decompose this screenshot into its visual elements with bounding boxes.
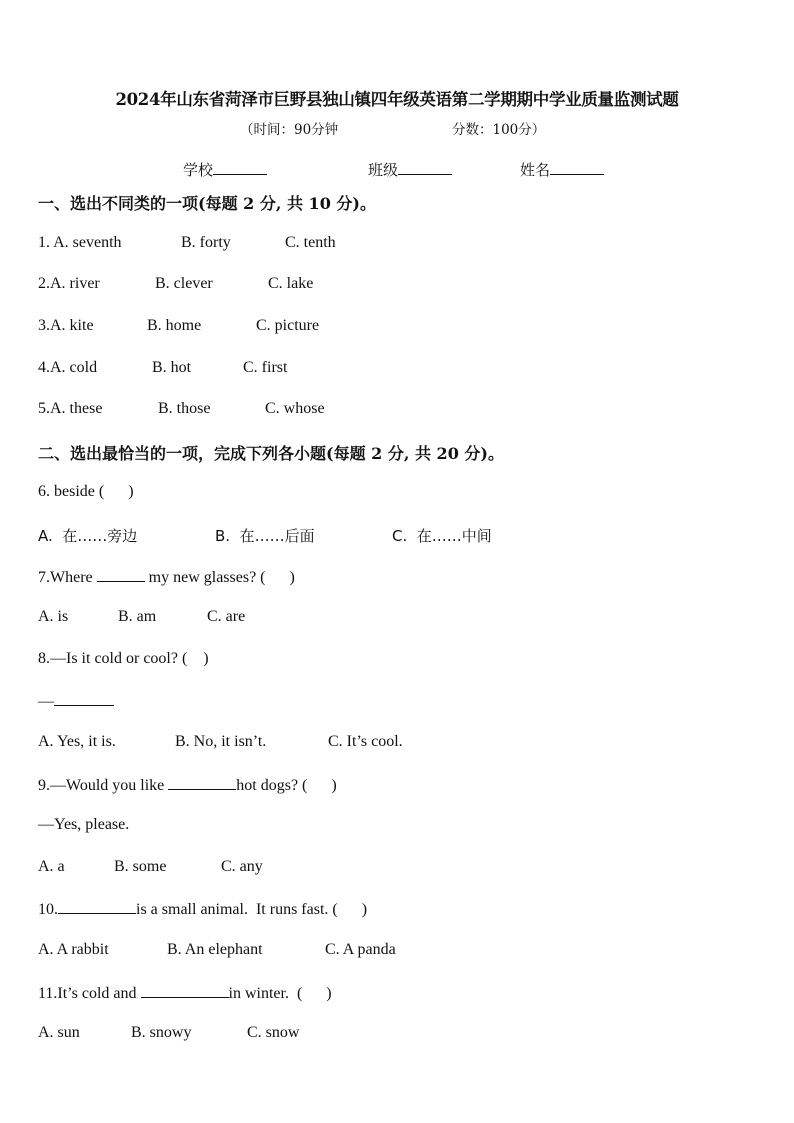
time-limit: （时间：90分钟 [240,122,339,138]
option-a[interactable]: A. A rabbit [38,941,109,958]
option-a[interactable]: A. seventh [53,234,122,251]
dash: — [38,693,54,710]
answer-blank[interactable] [168,775,236,790]
class-field[interactable] [368,159,452,180]
question-separator: . [46,317,50,334]
school-blank[interactable] [213,160,267,175]
option-c[interactable]: C. lake [268,275,314,292]
class-blank[interactable] [398,160,452,175]
option-b[interactable]: B. hot [152,359,192,376]
name-label: 姓名 [520,161,551,179]
name-blank[interactable] [550,160,604,175]
option-b[interactable]: B. forty [181,234,231,251]
question-number: 3 [38,317,46,334]
question-number: 2 [38,275,46,292]
option-b[interactable]: B. some [114,858,167,875]
stem-text: 10. [38,901,58,918]
option-c[interactable]: C. any [221,858,263,875]
option-c[interactable]: C. snow [247,1024,300,1041]
question-number: 5 [38,400,46,417]
question-3 [38,317,94,335]
stem-text: 11.It’s cold and [38,985,141,1002]
option-b[interactable]: B. snowy [131,1024,192,1041]
option-c[interactable]: C. tenth [285,234,336,251]
total-score: 分数：100分） [452,122,546,138]
question-separator: . [46,400,50,417]
answer-blank[interactable] [141,983,229,998]
option-c[interactable]: C. It’s cool. [328,733,403,750]
option-c[interactable]: C. picture [256,317,320,334]
option-b[interactable]: B. clever [155,275,213,292]
option-b[interactable]: B. those [158,400,211,417]
question-1 [38,234,122,252]
option-a[interactable]: A. these [50,400,103,417]
answer-blank[interactable] [97,567,145,582]
question-number: 1 [38,234,46,251]
option-a[interactable]: A. is [38,608,69,625]
option-c[interactable]: C. A panda [325,941,396,958]
option-a[interactable]: A. sun [38,1024,80,1041]
question-separator: . [46,359,50,376]
question-4 [38,359,97,377]
question-6-stem: 6. beside ( ) [38,483,134,500]
school-label: 学校 [183,161,214,179]
stem-text: in winter. ( ) [228,985,332,1002]
question-number: 4 [38,359,46,376]
stem-text: 7.Where [38,569,97,586]
question-separator: . [46,234,54,251]
option-a[interactable]: A. Yes, it is. [38,733,116,750]
question-8-stem: 8.—Is it cold or cool? ( ) [38,650,209,667]
stem-text: my new glasses? ( ) [144,569,295,586]
question-11-stem [38,983,332,1003]
class-label: 班级 [368,161,399,179]
option-c[interactable]: C. 在……中间 [392,527,492,545]
answer-blank[interactable] [58,899,136,914]
option-a[interactable]: A. cold [50,359,98,376]
question-9-stem [38,775,337,795]
option-a[interactable]: A. a [38,858,65,875]
option-b[interactable]: B. 在……后面 [215,527,315,545]
stem-text: hot dogs? ( ) [236,777,337,794]
question-2 [38,275,100,293]
option-a[interactable]: A. kite [50,317,94,334]
option-b[interactable]: B. am [118,608,157,625]
name-field[interactable] [520,159,604,180]
question-7-stem [38,567,295,587]
answer-blank[interactable] [54,691,114,706]
option-c[interactable]: C. are [207,608,246,625]
question-9-reply: —Yes, please. [38,816,130,833]
option-a[interactable]: A. 在……旁边 [38,527,138,545]
section-1-heading: 一、选出不同类的一项(每题 2 分, 共 10 分)。 [38,194,376,213]
school-field[interactable] [183,159,267,180]
question-5 [38,400,102,418]
question-separator: . [46,275,50,292]
option-b[interactable]: B. An elephant [167,941,263,958]
option-a[interactable]: A. river [50,275,100,292]
option-c[interactable]: C. first [243,359,288,376]
question-10-stem [38,899,367,919]
question-8-reply [38,691,114,711]
stem-text: is a small animal. It runs fast. ( ) [136,901,368,918]
option-b[interactable]: B. home [147,317,202,334]
stem-text: 9.—Would you like [38,777,169,794]
option-c[interactable]: C. whose [265,400,325,417]
section-2-heading: 二、选出最恰当的一项，完成下列各小题(每题 2 分, 共 20 分)。 [38,444,504,463]
option-b[interactable]: B. No, it isn’t. [175,733,267,750]
page-title: 2024年山东省菏泽市巨野县独山镇四年级英语第二学期期中学业质量监测试题 [115,90,679,109]
